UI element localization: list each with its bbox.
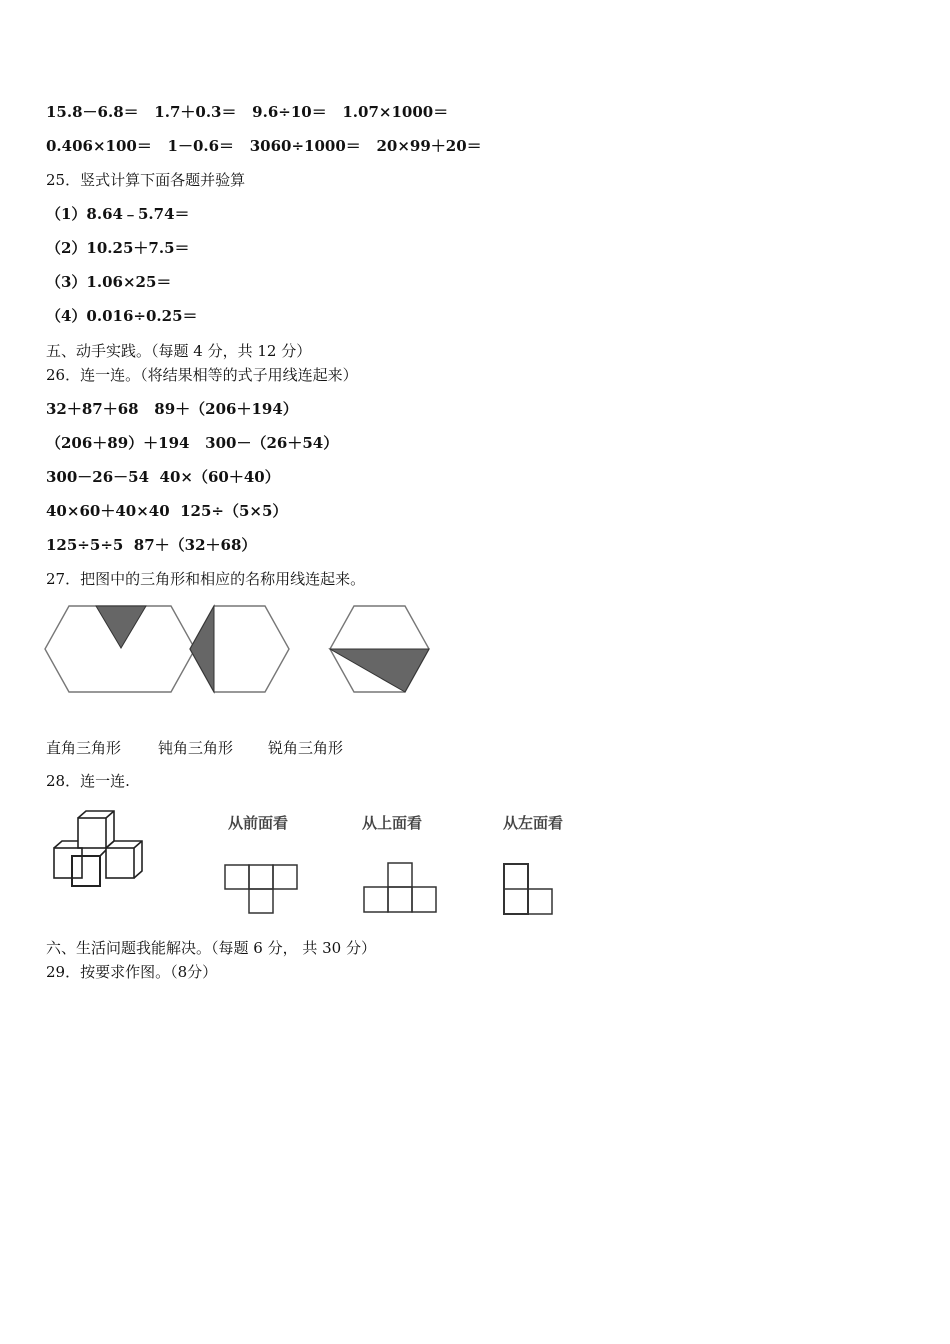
question-26-row-3: 300－26－54 40×（60＋40） xyxy=(46,468,280,486)
section-5-heading: 五、动手实践。（每题 4 分，共 12 分） xyxy=(46,342,312,360)
question-26-row-5: 125÷5÷5 87＋（32＋68） xyxy=(46,536,257,554)
question-29-title: 29．按要求作图。（8分） xyxy=(46,963,218,981)
hexagon-1 xyxy=(45,606,195,692)
question-25-item-3: （3）1.06×25＝ xyxy=(46,273,172,291)
hexagon-3 xyxy=(330,606,429,692)
question-28-title: 28．连一连. xyxy=(46,772,130,790)
view-label-top: 从上面看 xyxy=(362,814,423,832)
view-label-front: 从前面看 xyxy=(228,814,289,832)
oral-calc-row-1: 15.8－6.8＝ 1.7＋0.3＝ 9.6÷10＝ 1.07×1000＝ xyxy=(46,103,449,121)
question-25-item-2: （2）10.25＋7.5＝ xyxy=(46,239,190,257)
question-26-row-1: 32＋87＋68 89＋（206＋194） xyxy=(46,400,298,418)
label-obtuse-triangle: 钝角三角形 xyxy=(158,739,234,757)
view-shape-l xyxy=(502,862,556,916)
hexagon-figures xyxy=(44,598,444,698)
question-25-item-4: （4）0.016÷0.25＝ xyxy=(46,307,198,325)
oral-calc-row-2: 0.406×100＝ 1－0.6＝ 3060÷1000＝ 20×99＋20＝ xyxy=(46,137,482,155)
question-26-title: 26．连一连。（将结果相等的式子用线连起来） xyxy=(46,366,358,384)
section-6-heading: 六、生活问题我能解决。（每题 6 分， 共 30 分） xyxy=(46,939,376,957)
hexagon-2 xyxy=(190,606,289,692)
question-27-title: 27．把图中的三角形和相应的名称用线连起来。 xyxy=(46,570,366,588)
question-26-row-4: 40×60＋40×40 125÷（5×5） xyxy=(46,502,288,520)
label-acute-triangle: 锐角三角形 xyxy=(268,739,344,757)
question-26-row-2: （206＋89）＋194 300－（26＋54） xyxy=(46,434,339,452)
question-25-title: 25．竖式计算下面各题并验算 xyxy=(46,171,246,189)
cube-stack-figure xyxy=(48,808,148,890)
question-25-item-1: （1）8.64﹣5.74＝ xyxy=(46,205,190,223)
label-right-triangle: 直角三角形 xyxy=(46,739,122,757)
view-label-left: 从左面看 xyxy=(503,814,564,832)
view-shape-t xyxy=(224,864,302,914)
view-shape-inverted-t xyxy=(362,862,440,914)
